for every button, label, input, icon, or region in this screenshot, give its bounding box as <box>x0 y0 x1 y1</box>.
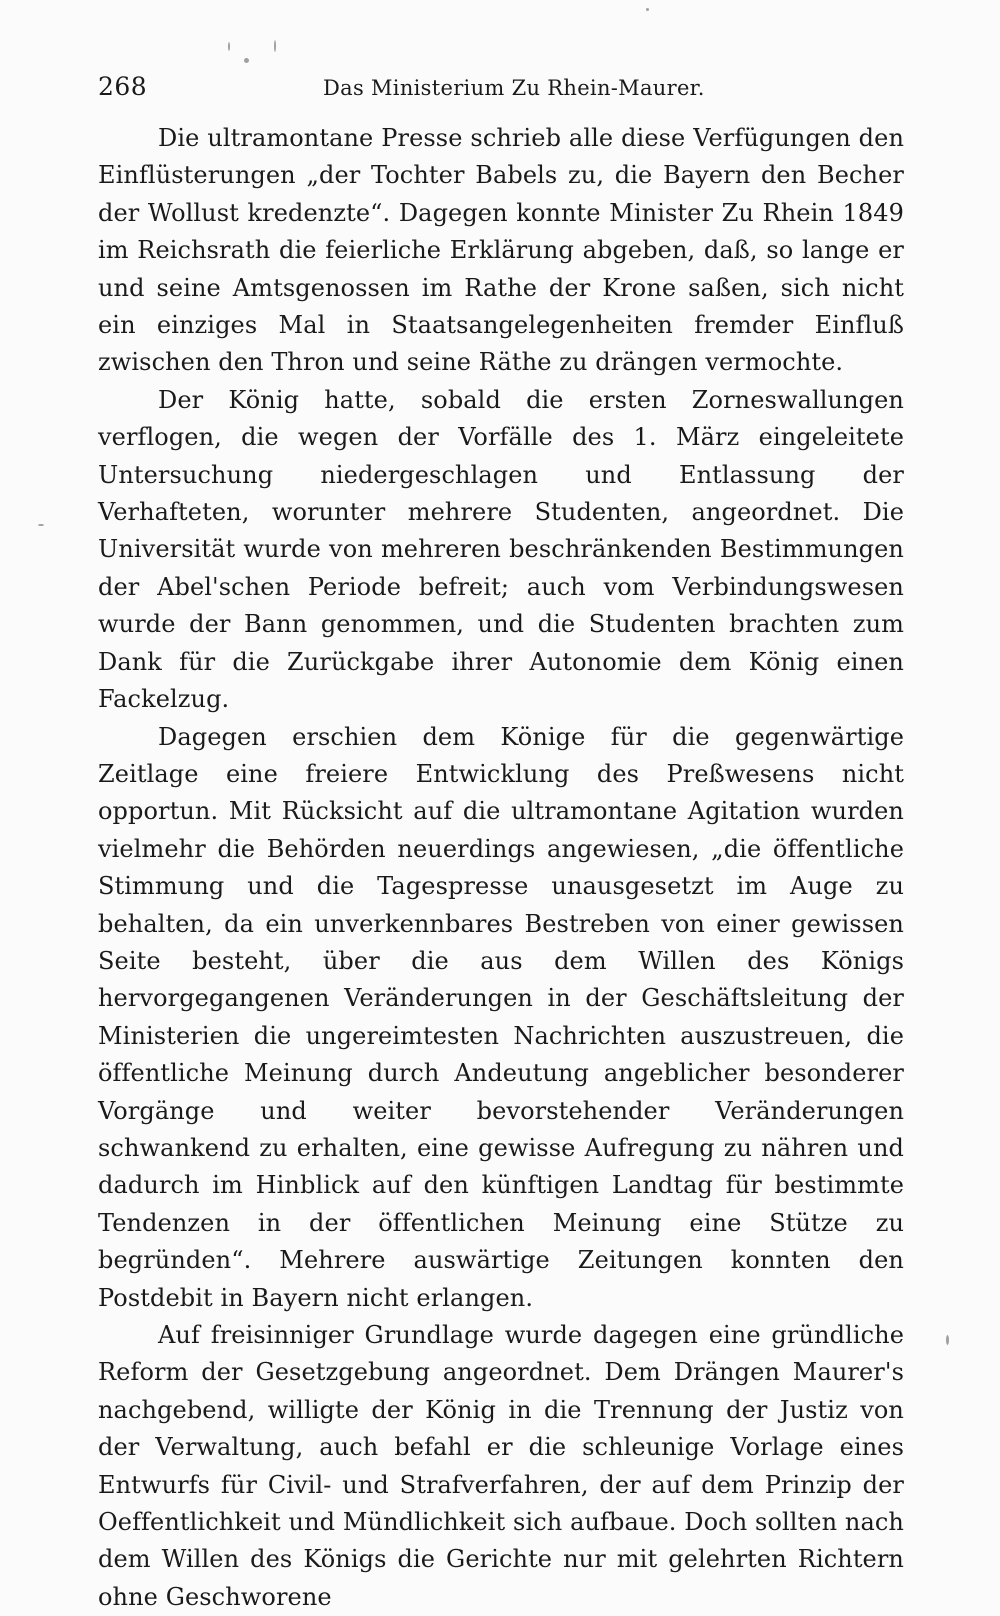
paragraph: Die ultramontane Presse schrieb alle diese Verfügungen den Einflüsterungen „der Tochter Babels zu, die Bayern den Becher der Wollust kredenzte“. Dagegen konnte Minister Zu Rhein 1849 im Reichsrath die feierliche Erklärung abgeben, daß, so lange er und seine Amtsgenossen im Rathe der Krone saßen, sich nicht ein einziges Mal in Staatsangelegenheiten fremder Einfluß zwischen den Thron und seine Räthe zu drängen vermochte. <box>98 124 904 377</box>
page-number: 268 <box>98 72 148 101</box>
running-title: Das Ministerium Zu Rhein-Maurer. <box>323 76 705 100</box>
print-speck <box>38 524 44 526</box>
paragraph: Der König hatte, sobald die ersten Zorneswallungen verflogen, die wegen der Vorfälle des 1. März eingeleitete Untersuchung niedergeschlagen und Entlassung der Verhafteten, worunter mehrere Studenten, angeordnet. Die Universität wurde von mehreren beschränkenden Bestimmungen der Abel'schen Periode befreit; auch vom Verbindungswesen wurde der Bann genommen, und die Studenten brachten zum Dank für die Zurückgabe ihrer Autonomie dem König einen Fackelzug. <box>98 385 904 714</box>
running-head <box>98 72 904 112</box>
paragraph: Auf freisinniger Grundlage wurde dagegen eine gründliche Reform der Gesetzgebung angeordnet. Dem Drängen Maurer's nachgebend, willigte der König in die Trennung der Justiz von der Verwaltung, auch befahl er die schleunige Vorlage eines Entwurfs für Civil- und Strafverfahren, der auf dem Prinzip der Oeffentlichkeit und Mündlichkeit sich aufbaue. Doch sollten nach dem Willen des Königs die Gerichte nur mit gelehrten Richtern ohne Geschworene <box>98 1321 904 1611</box>
print-speck <box>274 40 276 52</box>
print-speck <box>646 8 649 11</box>
body-text <box>98 120 904 1616</box>
print-speck <box>228 42 230 51</box>
print-speck <box>244 58 249 63</box>
print-speck <box>946 1335 949 1345</box>
book-page <box>98 72 904 1616</box>
paragraph: Dagegen erschien dem Könige für die gegenwärtige Zeitlage eine freiere Entwicklung des Preßwesens nicht opportun. Mit Rücksicht auf die ultramontane Agitation wurden vielmehr die Behörden neuerdings angewiesen, „die öffentliche Stimmung und die Tagespresse unausgesetzt im Auge zu behalten, da ein unverkennbares Bestreben von einer gewissen Seite besteht, über die aus dem Willen des Königs hervorgegangenen Veränderungen in der Geschäftsleitung der Ministerien die ungereimtesten Nachrichten auszustreuen, die öffentliche Meinung durch Andeutung angeblicher besonderer Vorgänge und weiter bevorstehender Veränderungen schwankend zu erhalten, eine gewisse Aufregung zu nähren und dadurch im Hinblick auf den künftigen Landtag für bestimmte Tendenzen in der öffentlichen Meinung eine Stütze zu begründen“. Mehrere auswärtige Zeitungen konnten den Postdebit in Bayern nicht erlangen. <box>98 722 904 1312</box>
